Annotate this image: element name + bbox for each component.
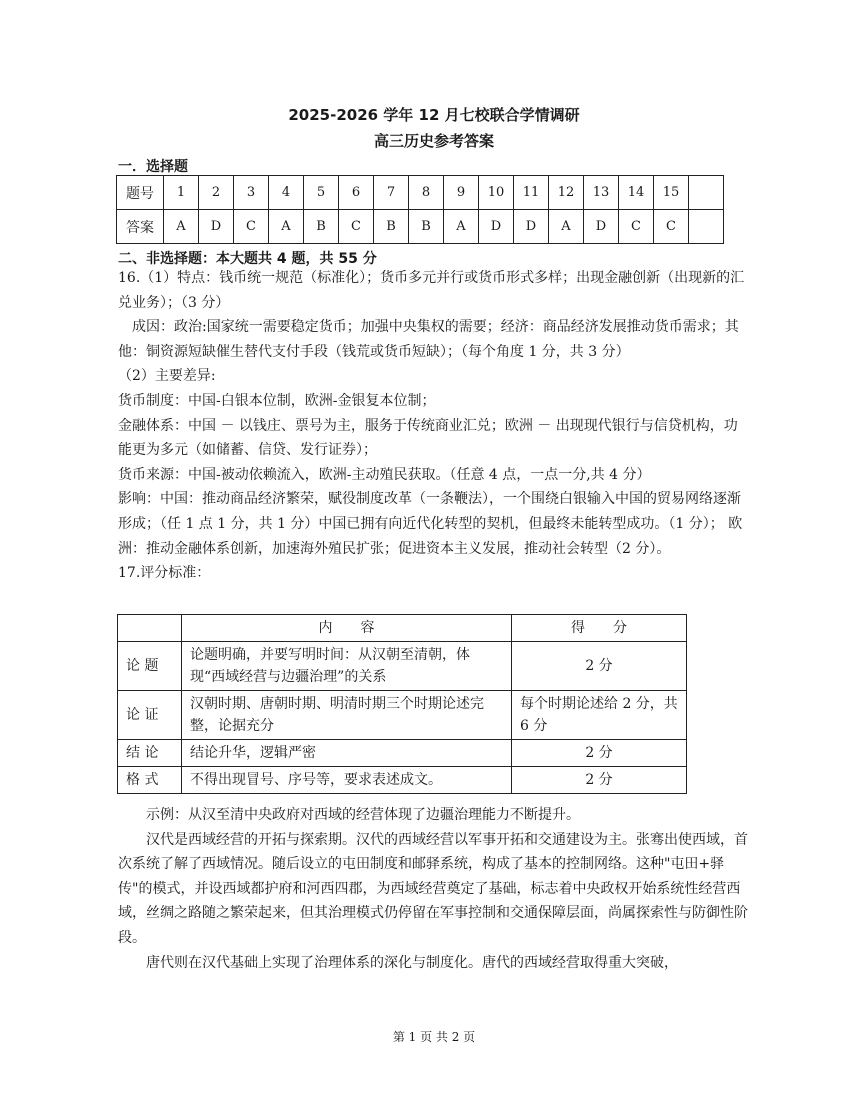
answer-cell: B (409, 210, 444, 244)
example-tang-dynasty: 唐代则在汉代基础上实现了治理体系的深化与制度化。唐代的西域经营取得重大突破， (146, 954, 678, 971)
q16-part2-heading: （2）主要差异: (118, 368, 216, 385)
criterion-score: 2 分 (512, 740, 687, 767)
question-17-example (118, 803, 748, 975)
q17-intro: 17.评分标准： (118, 565, 211, 582)
criterion-score: 每个时期论述给 2 分，共 6 分 (512, 691, 687, 740)
question-number: 15 (654, 176, 689, 210)
question-number: 11 (514, 176, 549, 210)
answer-cell: D (479, 210, 514, 244)
q16-part1-causes: 成因：政治:国家统一需要稳定货币；加强中央集权的需要；经济：商品经济发展推动货币需求；其他：铜资源短缺催生替代支付手段（钱荒或货币短缺）；（每个角度 1 分，共 3 分） (118, 319, 739, 360)
title-line-2: 高三历史参考答案 (373, 132, 494, 150)
empty-cell (689, 176, 724, 210)
question-number-row (117, 176, 724, 210)
scoring-header-row (118, 615, 687, 642)
answer-cell: D (514, 210, 549, 244)
answer-cell: D (199, 210, 234, 244)
q16-monetary-system: 货币制度：中国-白银本位制，欧洲-金银复本位制； (118, 392, 436, 409)
criterion-content: 论题明确，并要写明时间：从汉朝至清朝，体现“西域经营与边疆治理”的关系 (182, 642, 512, 691)
question-number: 6 (339, 176, 374, 210)
criterion-content: 汉朝时期、唐朝时期、明清时期三个时期论述完整，论据充分 (182, 691, 512, 740)
question-number: 2 (199, 176, 234, 210)
criterion-content: 结论升华，逻辑严密 (182, 740, 512, 767)
criterion-content: 不得出现冒号、序号等，要求表述成文。 (182, 767, 512, 794)
answer-cell: C (234, 210, 269, 244)
criterion-score: 2 分 (512, 767, 687, 794)
question-16-answer (118, 266, 748, 586)
question-number: 10 (479, 176, 514, 210)
q16-part1-features: 16.（1）特点：钱币统一规范（标准化）；货币多元并行或货币形式多样；出现金融创新（出现新的汇兑业务）；（3 分） (118, 270, 745, 311)
q16-financial-system: 金融体系：中国 － 以钱庄、票号为主，服务于传统商业汇兑；欧洲 － 出现现代银行与信贷机构，功能更为多元（如储蓄、信贷、发行证券）； (118, 417, 738, 459)
criterion-label: 格 式 (118, 767, 182, 794)
scoring-table (117, 614, 687, 794)
header-blank (118, 615, 182, 642)
empty-cell (689, 210, 724, 244)
answer-cell: B (304, 210, 339, 244)
q16-currency-source: 货币来源：中国-被动依赖流入，欧洲-主动殖民获取。（任意 4 点，一点一分,共 4 分） (118, 466, 651, 483)
question-number: 8 (409, 176, 444, 210)
question-number: 12 (549, 176, 584, 210)
question-number: 5 (304, 176, 339, 210)
question-number: 3 (234, 176, 269, 210)
scoring-row (118, 691, 687, 740)
scoring-row (118, 642, 687, 691)
answer-row (117, 210, 724, 244)
criterion-score: 2 分 (512, 642, 687, 691)
example-han-dynasty: 汉代是西域经营的开拓与探索期。汉代的西域经营以军事开拓和交通建设为主。张骞出使西域，首次系统了解了西域情况。随后设立的屯田制度和邮驿系统，构成了基本的控制网络。这种"屯田+驿传"的模式，并设西域都护府和河西四郡，为西域经营奠定了基础，标志着中央政权开始系统性经营西域，丝绸之路随之繁荣起来，但其治理模式仍停留在军事控制和交通保障层面，尚属探索性与防御性阶段。 (118, 831, 748, 946)
row-label-answer: 答案 (117, 210, 164, 244)
question-number: 4 (269, 176, 304, 210)
q16-impact: 影响：中国：推动商品经济繁荣，赋役制度改革（一条鞭法），一个围绕白银输入中国的贸易网络逐渐形成；（任 1 点 1 分，共 1 分）中国已拥有向近代化转型的契机，但最终未能转型成功。（1 分）； 欧洲：推动金融体系创新，加速海外殖民扩张；促进资本主义发展，推动社会转型（2 分）。 (118, 491, 743, 557)
question-number: 9 (444, 176, 479, 210)
criterion-label: 论 题 (118, 642, 182, 691)
example-thesis: 示例：从汉至清中央政府对西域的经营体现了边疆治理能力不断提升。 (146, 807, 580, 823)
row-label-question: 题号 (117, 176, 164, 210)
section-1-heading: 一．选择题 (118, 159, 188, 175)
answer-table (116, 175, 724, 244)
question-number: 13 (584, 176, 619, 210)
question-number: 7 (374, 176, 409, 210)
answer-cell: C (619, 210, 654, 244)
answer-cell: C (654, 210, 689, 244)
answer-cell: D (584, 210, 619, 244)
scoring-row (118, 767, 687, 794)
criterion-label: 结 论 (118, 740, 182, 767)
page-footer: 第 1 页 共 2 页 (392, 1030, 476, 1044)
criterion-label: 论 证 (118, 691, 182, 740)
answer-cell: C (339, 210, 374, 244)
header-content: 内 容 (182, 615, 512, 642)
answer-cell: A (444, 210, 479, 244)
answer-cell: A (549, 210, 584, 244)
header-score: 得 分 (512, 615, 687, 642)
answer-cell: A (269, 210, 304, 244)
answer-cell: A (164, 210, 199, 244)
scoring-row (118, 740, 687, 767)
question-number: 1 (164, 176, 199, 210)
title-line-1: 2025-2026 学年 12 月七校联合学情调研 (288, 106, 580, 124)
answer-cell: B (374, 210, 409, 244)
question-number: 14 (619, 176, 654, 210)
section-2-heading: 二、非选择题：本大题共 4 题，共 55 分 (118, 251, 377, 267)
